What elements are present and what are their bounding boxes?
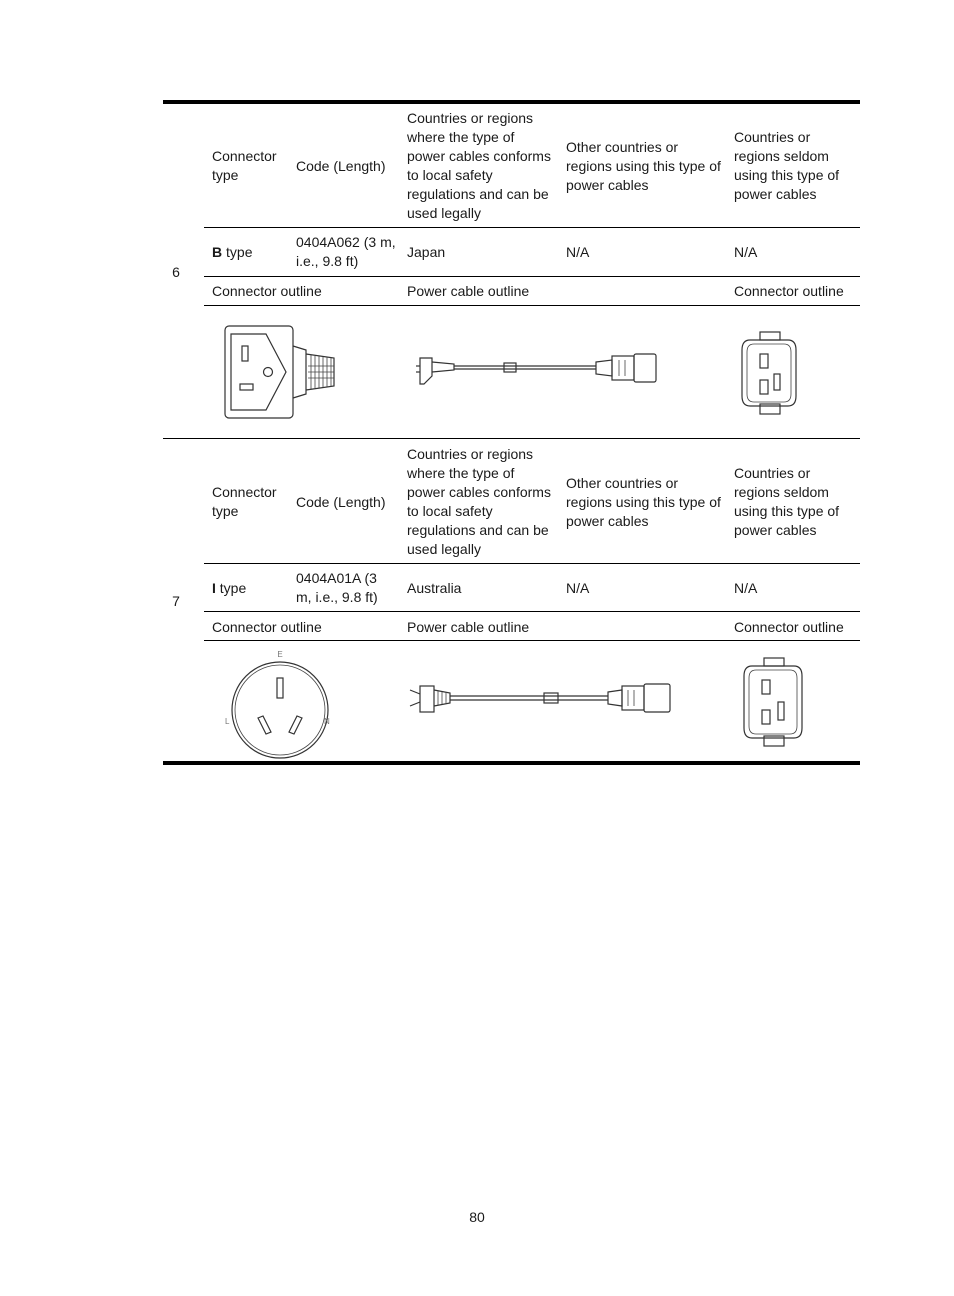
earth-label: E xyxy=(277,650,283,659)
table-top-rule xyxy=(163,100,860,104)
seldom-countries: N/A xyxy=(734,579,758,596)
other-countries: N/A xyxy=(566,243,590,260)
b-type-power-cable-icon xyxy=(414,348,662,392)
header-other-countries: Other countries or regions using this type of power cables xyxy=(566,474,721,529)
seldom-countries: N/A xyxy=(734,243,758,260)
connector-outline-label-right: Connector outline xyxy=(734,619,844,635)
row-number-7: 7 xyxy=(172,593,180,609)
i-type-power-cable-icon xyxy=(408,680,674,716)
connector-outline-label-right: Connector outline xyxy=(734,283,844,299)
row-divider xyxy=(204,305,860,306)
connector-type-i: I type xyxy=(212,579,247,596)
row-divider xyxy=(204,563,860,564)
header-connector-type: Connector type xyxy=(212,148,277,183)
header-code: Code (Length) xyxy=(296,157,386,174)
row-divider xyxy=(204,227,860,228)
header-legal-countries: Countries or regions where the type of power cables conforms to local safety regulations and can be used legally xyxy=(407,446,551,557)
connector-type-b: B type xyxy=(212,243,253,260)
neutral-label: N xyxy=(324,717,330,726)
i-type-plug-outline-icon xyxy=(218,648,338,760)
row-number-6: 6 xyxy=(172,264,180,280)
row-divider xyxy=(204,276,860,277)
cable-code: 0404A01A (3 m, i.e., 9.8 ft) xyxy=(296,570,378,605)
row-divider xyxy=(204,611,860,612)
connector-outline-label: Connector outline xyxy=(212,283,322,299)
header-seldom-countries: Countries or regions seldom using this type of power cables xyxy=(734,129,840,202)
header-legal-countries: Countries or regions where the type of power cables conforms to local safety regulations and can be used legally xyxy=(407,110,551,221)
legal-country: Japan xyxy=(407,243,446,260)
table-bottom-rule xyxy=(163,761,860,765)
power-cable-outline-label: Power cable outline xyxy=(407,619,530,635)
legal-country: Australia xyxy=(407,579,462,596)
header-connector-type: Connector type xyxy=(212,484,277,519)
c19-connector-outline-icon xyxy=(740,330,798,416)
c19-connector-outline-icon xyxy=(742,656,804,748)
b-type-plug-outline-icon xyxy=(222,322,340,422)
header-code: Code (Length) xyxy=(296,493,386,510)
row-divider xyxy=(204,640,860,641)
header-other-countries: Other countries or regions using this type of power cables xyxy=(566,138,721,193)
live-label: L xyxy=(225,717,230,726)
header-seldom-countries: Countries or regions seldom using this type of power cables xyxy=(734,465,840,538)
connector-outline-label: Connector outline xyxy=(212,619,322,635)
cable-code: 0404A062 (3 m, i.e., 9.8 ft) xyxy=(296,234,396,269)
row-group-divider xyxy=(163,438,860,439)
other-countries: N/A xyxy=(566,579,590,596)
power-cable-outline-label: Power cable outline xyxy=(407,283,530,299)
page-number: 80 xyxy=(469,1209,485,1225)
